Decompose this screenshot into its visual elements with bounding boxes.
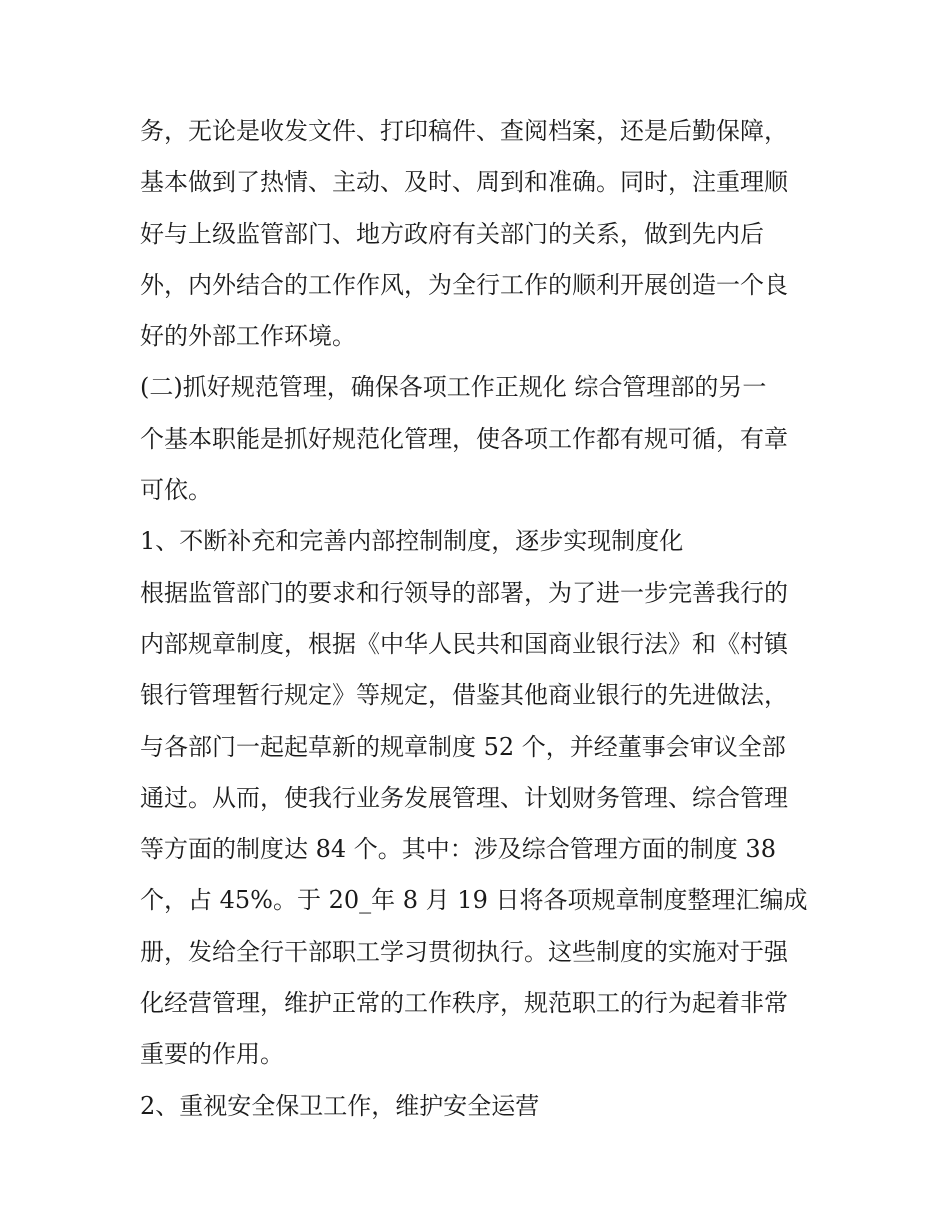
text-line-5: 好的外部工作环境。 [140,322,356,351]
text-line-13: 与各部门一起起草新的规章制度 52 个，并经董事会审议全部 [140,732,786,761]
subheading-1: 1、不断补充和完善内部控制制度，逐步实现制度化 [140,527,684,556]
text-line-17: 册，发给全行干部职工学习贯彻执行。这些制度的实施对于强 [140,937,788,966]
text-line-19: 重要的作用。 [140,1040,284,1069]
text-line-1: 务，无论是收发文件、打印稿件、查阅档案，还是后勤保障， [140,117,788,145]
text-line-4: 外，内外结合的工作作风，为全行工作的顺利开展创造一个良 [140,270,788,299]
text-line-18: 化经营管理，维护正常的工作秩序，规范职工的行为起着非常 [140,989,788,1018]
section-heading-2: (二)抓好规范管理，确保各项工作正规化 综合管理部的另一 [140,373,767,402]
text-line-10: 根据监管部门的要求和行领导的部署，为了进一步完善我行的 [140,578,788,607]
text-line-3: 好与上级监管部门、地方政府有关部门的关系，做到先内后 [140,219,764,248]
text-line-16: 个，占 45%。于 20_年 8 月 19 日将各项规章制度整理汇编成 [140,886,808,915]
text-line-2: 基本做到了热情、主动、及时、周到和准确。同时，注重理顺 [140,168,788,197]
body-text [140,106,830,1132]
text-line-11: 内部规章制度，根据《中华人民共和国商业银行法》和《村镇 [140,629,788,658]
text-line-7: 个基本职能是抓好规范化管理，使各项工作都有规可循，有章 [140,424,788,453]
text-line-8: 可依。 [140,476,212,505]
text-line-12: 银行管理暂行规定》等规定，借鉴其他商业银行的先进做法， [140,681,788,710]
text-line-15: 等方面的制度达 84 个。其中：涉及综合管理方面的制度 38 [140,835,776,864]
subheading-2: 2、重视安全保卫工作，维护安全运营 [140,1091,540,1120]
text-line-14: 通过。从而，使我行业务发展管理、计划财务管理、综合管理 [140,783,788,812]
